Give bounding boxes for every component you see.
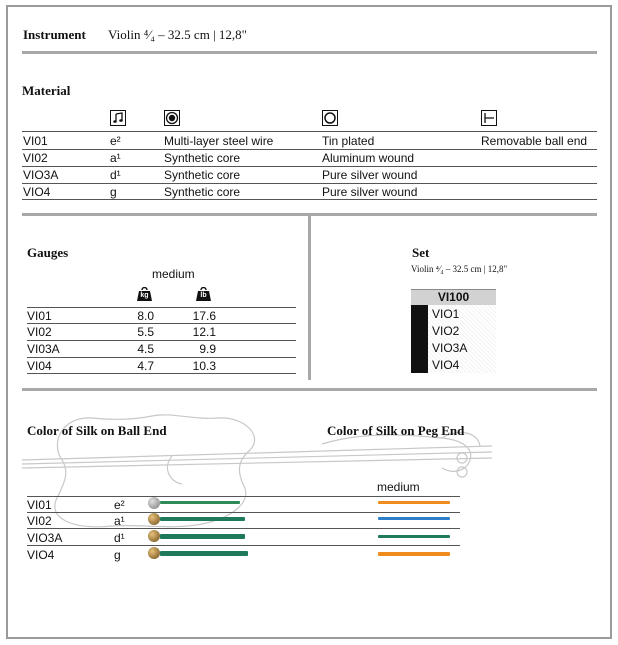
kg-weight-icon (137, 287, 152, 301)
set-title: Set (412, 245, 430, 260)
set-item: VIO2 (432, 324, 460, 338)
gauges-lb: 9.9 (199, 342, 216, 356)
gauges-kg: 4.7 (137, 359, 154, 373)
silk-code: VI02 (27, 514, 52, 528)
ball-silk-swatch (160, 534, 245, 539)
set-item: VIO1 (432, 307, 460, 321)
material-note: e² (110, 134, 121, 148)
ball-silk-swatch (160, 501, 240, 504)
silk-rule (27, 528, 460, 529)
gauges-kg: 5.5 (137, 325, 154, 339)
peg-silk-swatch (378, 552, 450, 556)
gauges-tension: medium (152, 267, 195, 281)
kg-unit-label: kg (140, 292, 149, 299)
silk-tension: medium (377, 480, 420, 494)
set-header (411, 289, 496, 306)
gauges-rule (27, 357, 296, 358)
silk-note: d¹ (114, 531, 125, 545)
peg-silk-swatch (378, 535, 450, 538)
gauges-rule (27, 323, 296, 324)
silk-ball-title: Color of Silk on Ball End (27, 423, 167, 438)
silk-code: VI01 (27, 498, 52, 512)
ball-end-icon (148, 497, 160, 509)
material-code: VIO4 (23, 185, 51, 199)
set-item: VIO3A (432, 341, 468, 355)
lb-weight-icon (196, 287, 211, 301)
instrument-value: Violin ⁴⁄₄ – 32.5 cm | 12,8" (108, 27, 247, 42)
material-end: Removable ball end (481, 134, 588, 148)
material-winding: Pure silver wound (322, 185, 418, 199)
divider (22, 51, 597, 54)
instrument-label: Instrument (23, 27, 86, 42)
silk-rule (27, 496, 460, 497)
material-title: Material (22, 83, 71, 98)
material-core: Synthetic core (164, 185, 241, 199)
silk-rule (27, 545, 460, 546)
peg-silk-swatch (378, 517, 450, 520)
set-name: VI100 (437, 290, 470, 304)
material-winding: Tin plated (322, 134, 375, 148)
gauges-kg: 8.0 (137, 309, 154, 323)
material-rule (22, 166, 597, 167)
material-code: VI02 (23, 151, 48, 165)
set-subtitle: Violin ⁴⁄₄ – 32.5 cm | 12,8" (411, 264, 508, 274)
silk-rule (27, 512, 460, 513)
ball-end-icon (148, 530, 160, 542)
material-code: VI01 (23, 134, 48, 148)
gauges-kg: 4.5 (137, 342, 154, 356)
core-icon (164, 110, 180, 126)
ball-end-icon (481, 110, 497, 126)
set-item: VIO4 (432, 358, 460, 372)
material-winding: Aluminum wound (322, 151, 415, 165)
silk-note: e² (114, 498, 125, 512)
material-core: Synthetic core (164, 151, 241, 165)
gauges-code: VI03A (27, 342, 60, 356)
ball-end-icon (148, 513, 160, 525)
gauges-code: VI01 (27, 309, 52, 323)
material-note: d¹ (110, 168, 121, 182)
material-core: Multi-layer steel wire (164, 134, 274, 148)
gauges-lb: 17.6 (192, 309, 216, 323)
gauges-code: VI02 (27, 325, 52, 339)
silk-peg-title: Color of Silk on Peg End (327, 423, 465, 438)
gauges-lb: 12.1 (192, 325, 216, 339)
material-note: g (110, 185, 117, 199)
gauges-rule (27, 307, 296, 308)
silk-note: g (114, 548, 121, 562)
material-rule (22, 199, 597, 200)
ball-silk-swatch (160, 551, 248, 556)
lb-unit-label: lb (200, 292, 207, 299)
material-code: VIO3A (23, 168, 59, 182)
peg-silk-swatch (378, 501, 450, 504)
winding-icon (322, 110, 338, 126)
gauges-rule (27, 373, 296, 374)
silk-code: VIO3A (27, 531, 63, 545)
ball-end-icon (148, 547, 160, 559)
note-icon (110, 110, 126, 126)
material-note: a¹ (110, 151, 121, 165)
gauges-rule (27, 340, 296, 341)
silk-code: VIO4 (27, 548, 55, 562)
material-rule (22, 183, 597, 184)
ball-silk-swatch (160, 517, 245, 521)
divider (22, 388, 597, 391)
set-marker (411, 305, 428, 373)
material-rule (22, 149, 597, 150)
silk-note: a¹ (114, 514, 125, 528)
gauges-lb: 10.3 (192, 359, 216, 373)
gauges-title: Gauges (27, 245, 69, 260)
material-core: Synthetic core (164, 168, 241, 182)
divider-vertical (308, 216, 311, 380)
gauges-code: VI04 (27, 359, 52, 373)
material-winding: Pure silver wound (322, 168, 418, 182)
material-rule (22, 131, 597, 132)
